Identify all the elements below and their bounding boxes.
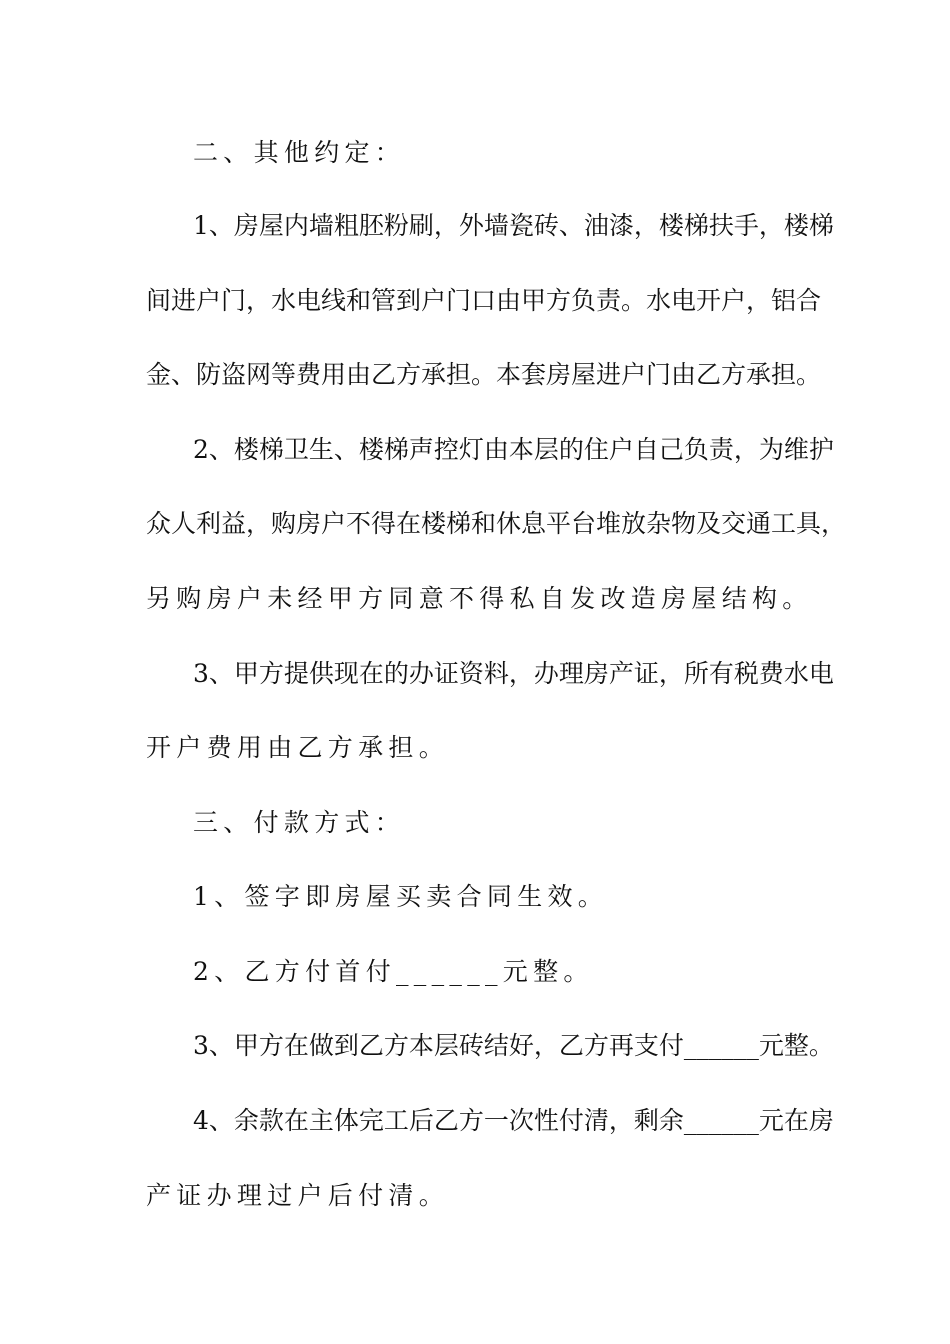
- clause-2-line-2: 众人利益，购房户不得在楼梯和休息平台堆放杂物及交通工具，: [146, 509, 847, 538]
- payment-clause-4-line-1: 4、余款在主体完工后乙方一次性付清，剩余______元在房: [193, 1106, 834, 1135]
- clause-3-line-1: 3、甲方提供现在的办证资料，办理房产证，所有税费水电: [193, 659, 834, 688]
- clause-1-line-1: 1、房屋内墙粗胚粉刷，外墙瓷砖、油漆，楼梯扶手，楼梯: [193, 211, 834, 240]
- clause-1-line-2: 间进户门，水电线和管到户门口由甲方负责。水电开户，铝合: [146, 286, 822, 315]
- clause-2-line-1: 2、楼梯卫生、楼梯声控灯由本层的住户自己负责，为维护: [193, 435, 834, 464]
- clause-2-line-3: 另购房户未经甲方同意不得私自发改造房屋结构。: [146, 584, 813, 613]
- payment-clause-3: 3、甲方在做到乙方本层砖结好，乙方再支付______元整。: [193, 1031, 834, 1060]
- payment-clause-1: 1、签字即房屋买卖合同生效。: [193, 882, 609, 911]
- section-heading-other-terms: 二、其他约定：: [193, 138, 406, 167]
- section-heading-payment-method: 三、付款方式：: [193, 808, 406, 837]
- clause-3-line-2: 开户费用由乙方承担。: [146, 733, 450, 762]
- payment-clause-2: 2、乙方付首付______元整。: [193, 957, 594, 986]
- payment-clause-4-line-2: 产证办理过户后付清。: [146, 1181, 450, 1210]
- clause-1-line-3: 金、防盗网等费用由乙方承担。本套房屋进户门由乙方承担。: [146, 360, 822, 389]
